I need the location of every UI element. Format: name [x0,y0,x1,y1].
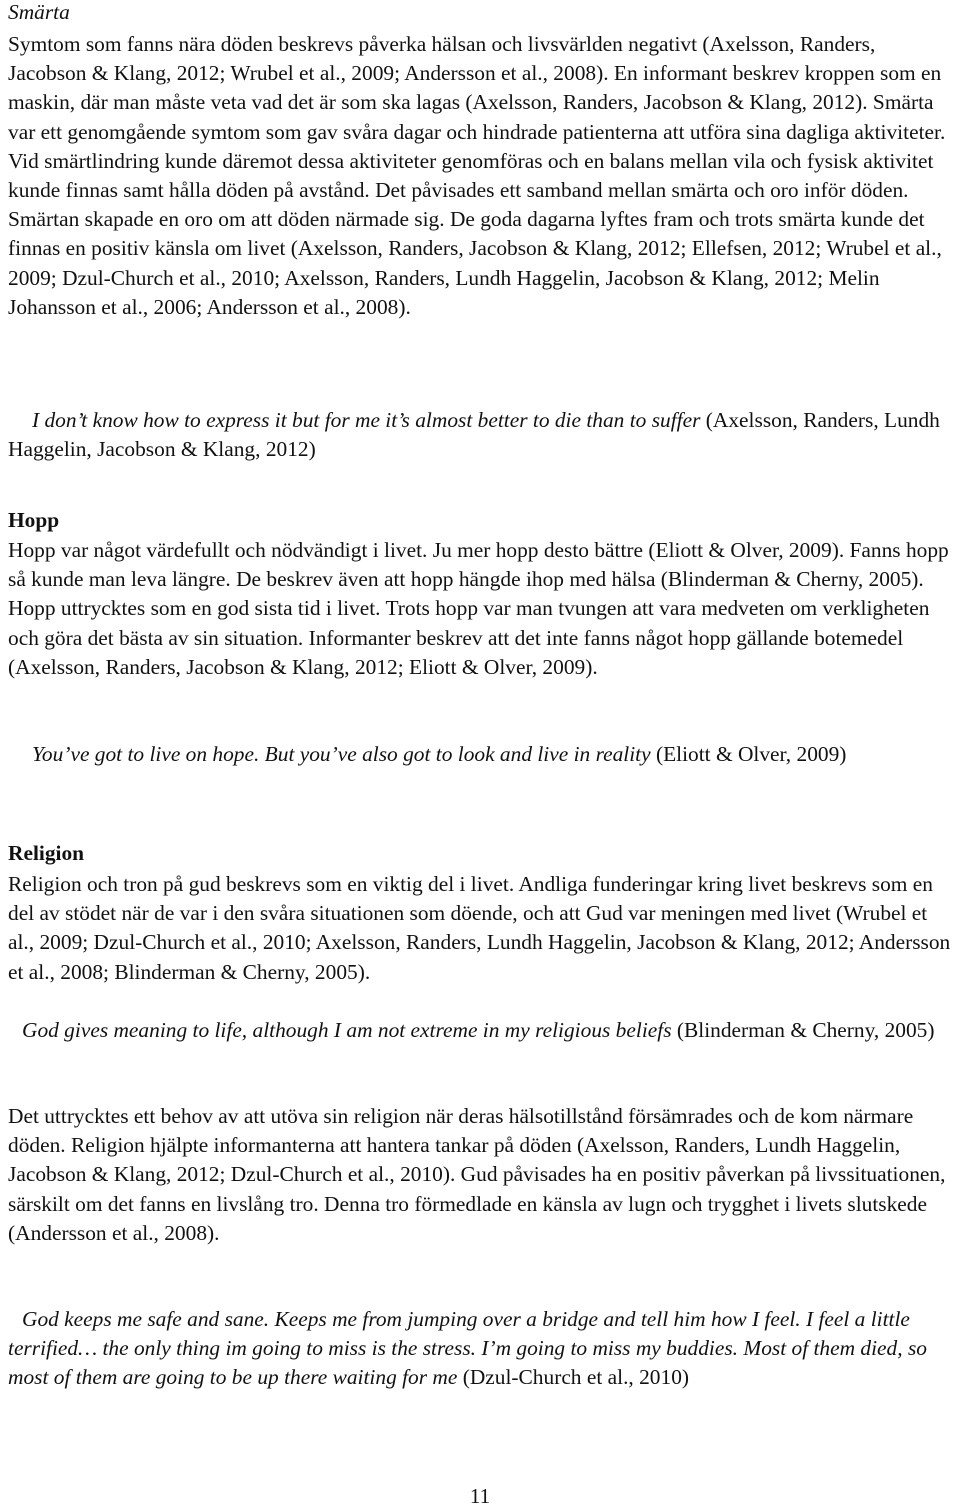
page-number: 11 [469,1484,491,1508]
quote-religion-2 [8,1305,952,1393]
section-heading-smarta: Smärta [8,0,70,24]
quote-smarta-source: (Axelsson, Randers, Lundh Haggelin, Jacobson & Klang, 2012) [8,408,940,462]
quote-religion-2-text: God keeps me safe and sane. Keeps me from jumping over a bridge and tell him how I feel. I feel a little terrified… the only thing im going to miss is the stress. I’m going to miss my buddies. Most of them died, so most of them are going to be up there waiting for me [8,1307,927,1390]
quote-smarta [8,406,952,464]
quote-religion-1 [8,1016,952,1045]
section-heading-religion: Religion [8,841,85,865]
quote-smarta-text: I don’t know how to express it but for me it’s almost better to die than to suffer [32,408,701,432]
quote-hopp-source: (Eliott & Olver, 2009) [650,742,847,766]
paragraph-religion-1: Religion och tron på gud beskrevs som en viktig del i livet. Andliga funderingar kring livet beskrevs som en del av stödet när de var i den svåra situationen som döende, och att Gud var meningen med livet (Wrubel et al., 2009; Dzul-Church et al., 2010; Axelsson, Randers, Lundh Haggelin, Jacobson & Klang, 2012; Andersson et al., 2008; Blinderman & Cherny, 2005). [8,872,951,984]
quote-hopp [8,740,952,769]
quote-religion-2-source: (Dzul-Church et al., 2010) [457,1365,690,1390]
quote-religion-1-text: God gives meaning to life, although I am not extreme in my religious beliefs [22,1018,672,1042]
paragraph-hopp: Hopp var något värdefullt och nödvändigt i livet. Ju mer hopp desto bättre (Eliott & Olver, 2009). Fanns hopp så kunde man leva längre. De beskrev även att hopp hängde ihop med hälsa (Blinderman & Cherny, 2005). Hopp uttrycktes som en god sista tid i livet. Trots hopp var man tvungen att vara medveten om verkligheten och göra det bästa av sin situation. Informanter beskrev att det inte fanns något hopp gällande botemedel (Axelsson, Randers, Jacobson & Klang, 2012; Eliott & Olver, 2009). [8,538,949,679]
quote-hopp-text: You’ve got to live on hope. But you’ve also got to look and live in reality [32,742,651,766]
quote-religion-1-source: (Blinderman & Cherny, 2005) [671,1018,935,1042]
paragraph-smarta: Symtom som fanns nära döden beskrevs påverka hälsan och livsvärlden negativt (Axelsson, Randers, Jacobson & Klang, 2012; Wrubel et al., 2009; Andersson et al., 2008). En informant beskrev kroppen som en maskin, där man måste veta vad det är som ska lagas (Axelsson, Randers, Jacobson & Klang, 2012). Smärta var ett genomgående symtom som gav svåra dagar och hindrade patienterna att utföra sina dagliga aktiviteter. Vid smärtlindring kunde däremot dessa aktiviteter genomföras och en balans mellan vila och fysisk aktivitet kunde finnas samt hålla döden på avstånd. Det påvisades ett samband mellan smärta och oro inför döden. Smärtan skapade en oro om att döden närmade sig. De goda dagarna lyftes fram och trots smärta kunde det finnas en positiv känsla om livet (Axelsson, Randers, Jacobson & Klang, 2012; Ellefsen, 2012; Wrubel et al., 2009; Dzul-Church et al., 2010; Axelsson, Randers, Lundh Haggelin, Jacobson & Klang, 2012; Melin Johansson et al., 2006; Andersson et al., 2008). [8,32,946,319]
paragraph-religion-2: Det uttrycktes ett behov av att utöva sin religion när deras hälsotillstånd försämrades och de kom närmare döden. Religion hjälpte informanterna att hantera tankar på döden (Axelsson, Randers, Lundh Haggelin, Jacobson & Klang, 2012; Dzul-Church et al., 2010). Gud påvisades ha en positiv påverkan på livssituationen, särskilt om det fanns en livslång tro. Denna tro förmedlade en känsla av lugn och trygghet i livets slutskede (Andersson et al., 2008). [8,1104,946,1245]
section-heading-hopp: Hopp [8,508,60,532]
